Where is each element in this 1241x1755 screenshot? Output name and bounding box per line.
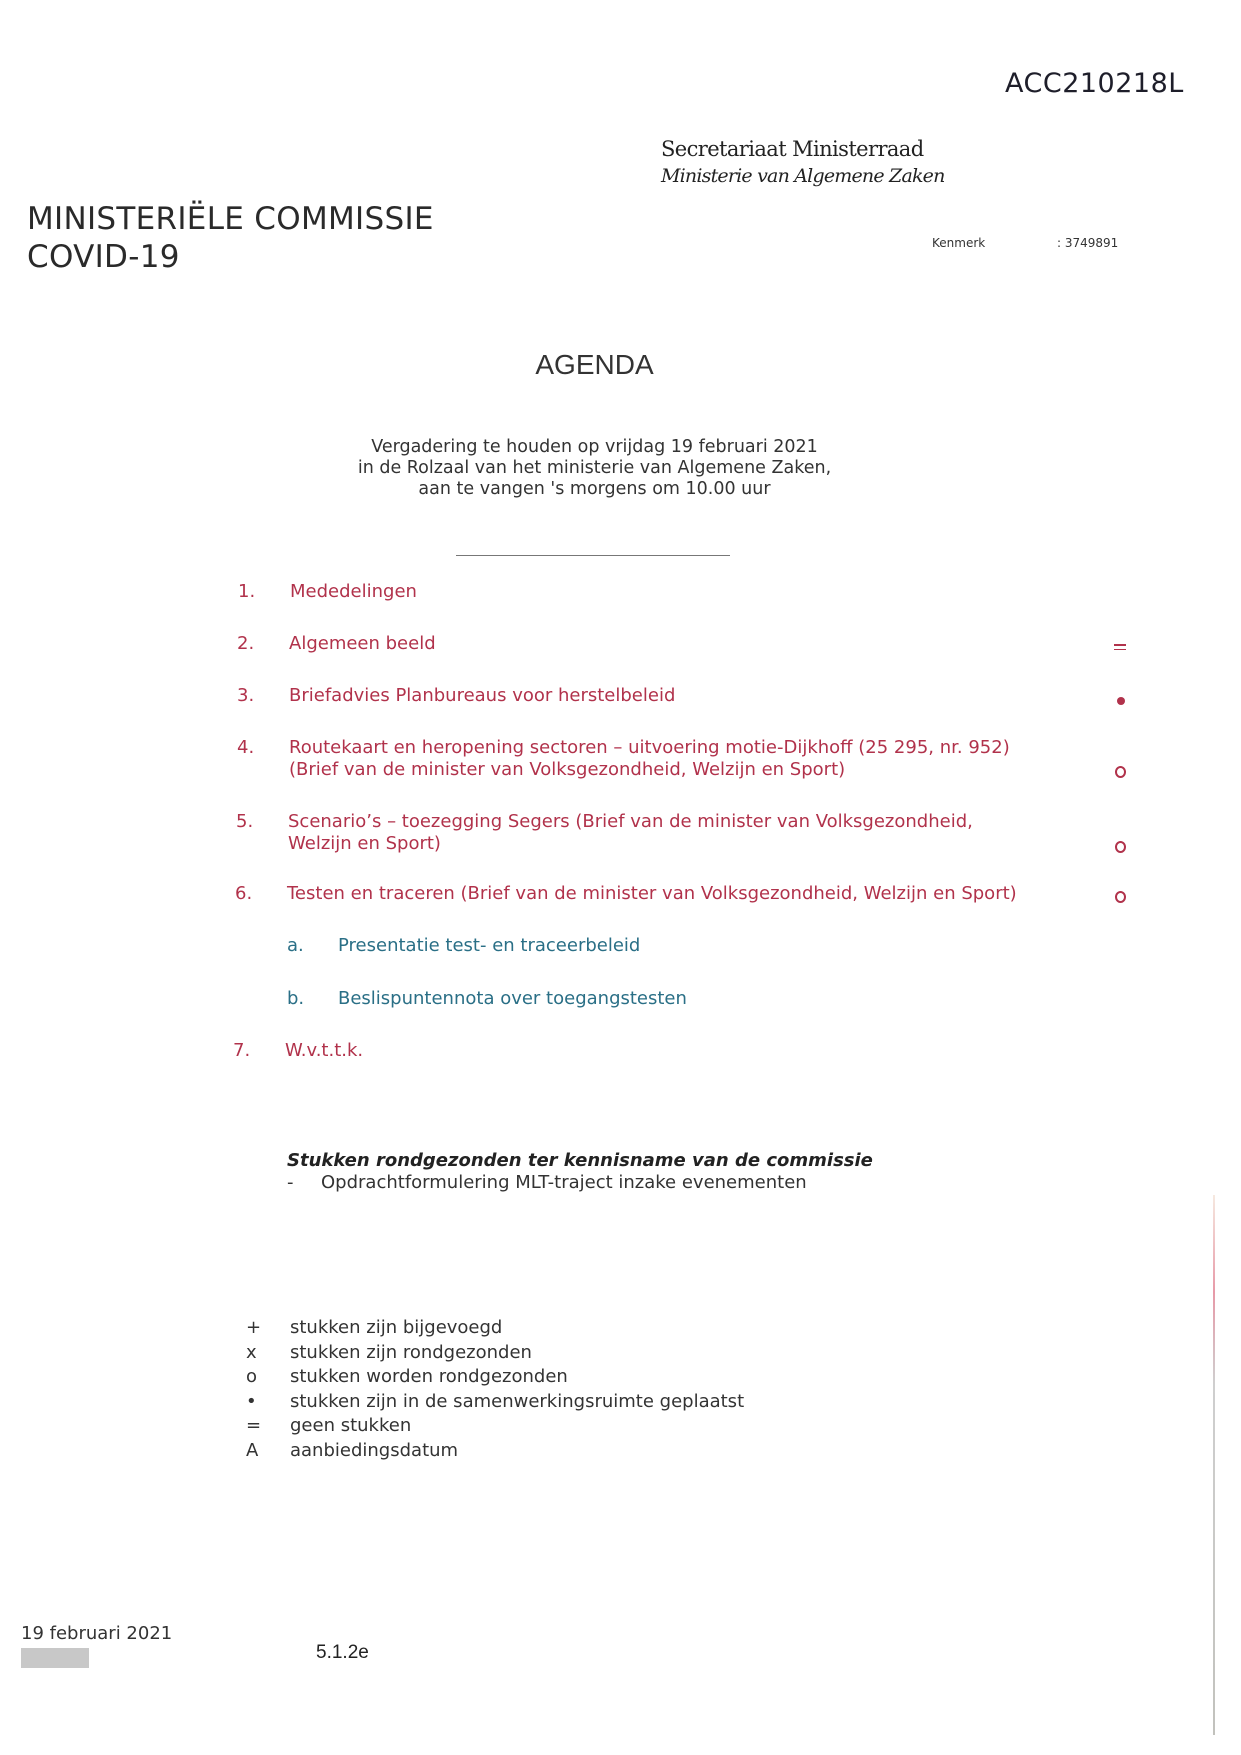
- committee-title-line1: MINISTERIËLE COMMISSIE: [27, 201, 434, 237]
- item-number: 3.: [237, 685, 255, 706]
- redaction-block: [21, 1648, 89, 1668]
- subitem-letter: b.: [287, 988, 305, 1009]
- legend-row: [246, 1414, 744, 1439]
- item-text-line2: (Brief van de minister van Volksgezondheid, Welzijn en Sport): [289, 759, 846, 780]
- kenmerk-value: : 3749891: [1057, 236, 1119, 250]
- document-code: ACC210218L: [1005, 68, 1184, 99]
- subitem-text: Presentatie test- en traceerbeleid: [338, 935, 641, 956]
- committee-title: [27, 200, 434, 276]
- meeting-details: [0, 437, 1189, 500]
- circulated-document-text: Opdrachtformulering MLT-traject inzake evenementen: [321, 1172, 807, 1193]
- legend-row: [246, 1390, 744, 1415]
- meeting-line-2: in de Rolzaal van het ministerie van Algemene Zaken,: [357, 458, 832, 478]
- footer-date: 19 februari 2021: [21, 1623, 173, 1644]
- meeting-line-3: aan te vangen 's morgens om 10.00 uur: [418, 479, 771, 499]
- legend-text: stukken worden rondgezonden: [290, 1366, 568, 1388]
- redaction-code: 5.1.2e: [316, 1642, 369, 1663]
- legend-text: stukken zijn bijgevoegd: [290, 1317, 503, 1338]
- scan-edge-line: [1213, 1195, 1215, 1735]
- meeting-line-1: Vergadering te houden op vrijdag 19 februari 2021: [371, 437, 818, 457]
- item-text: W.v.t.t.k.: [285, 1040, 364, 1061]
- legend-text: aanbiedingsdatum: [290, 1439, 459, 1461]
- circulated-marker-icon: [1115, 841, 1126, 853]
- kenmerk-label: Kenmerk: [932, 236, 986, 250]
- item-text: Routekaart en heropening sectoren – uitvoering motie-Dijkhoff (25 295, nr. 952): [289, 737, 1010, 758]
- item-text: Scenario’s – toezegging Segers (Brief van de minister van Volksgezondheid,: [288, 811, 973, 832]
- secretariat-title: Secretariaat Ministerraad: [661, 137, 924, 161]
- legend-row: [246, 1316, 744, 1341]
- bullet-dash: -: [287, 1172, 294, 1193]
- legend-row: [246, 1439, 744, 1464]
- item-text-line2: Welzijn en Sport): [288, 833, 441, 854]
- committee-title-line2: COVID-19: [27, 239, 180, 275]
- item-number: 6.: [235, 883, 253, 904]
- legend-text: stukken zijn in de samenwerkingsruimte geplaatst: [290, 1390, 745, 1412]
- equals-icon: =: [246, 1415, 262, 1437]
- item-text: Testen en traceren (Brief van de minister van Volksgezondheid, Welzijn en Sport): [287, 883, 1017, 904]
- subitem-text: Beslispuntennota over toegangstesten: [338, 988, 687, 1009]
- item-text: Briefadvies Planbureaus voor herstelbeleid: [289, 685, 676, 706]
- item-text: Algemeen beeld: [289, 633, 436, 654]
- letter-a-icon: A: [246, 1439, 259, 1461]
- symbol-legend: [246, 1316, 744, 1464]
- bullet-icon: •: [246, 1390, 257, 1412]
- item-number: 2.: [237, 633, 255, 654]
- circulated-marker-icon: [1115, 891, 1126, 903]
- workspace-marker-icon: [1117, 697, 1125, 705]
- legend-row: [246, 1365, 744, 1390]
- x-icon: x: [246, 1341, 257, 1363]
- ministry-name: Ministerie van Algemene Zaken: [661, 165, 945, 187]
- item-text: Mededelingen: [290, 581, 417, 602]
- item-number: 1.: [238, 581, 256, 602]
- no-documents-marker-icon: [1114, 644, 1126, 653]
- circle-icon: o: [246, 1366, 258, 1388]
- agenda-title: AGENDA: [535, 349, 654, 380]
- item-number: 7.: [233, 1040, 251, 1061]
- circulated-marker-icon: [1115, 766, 1126, 778]
- circulated-documents-heading: Stukken rondgezonden ter kennisname van de commissie: [287, 1150, 873, 1171]
- circulated-document-item: [287, 1172, 807, 1193]
- subitem-letter: a.: [287, 935, 304, 956]
- plus-icon: +: [246, 1317, 262, 1338]
- item-number: 5.: [236, 811, 254, 832]
- legend-text: stukken zijn rondgezonden: [290, 1341, 532, 1363]
- divider: [456, 555, 730, 556]
- item-number: 4.: [237, 737, 255, 758]
- legend-text: geen stukken: [290, 1415, 412, 1437]
- legend-row: [246, 1341, 744, 1366]
